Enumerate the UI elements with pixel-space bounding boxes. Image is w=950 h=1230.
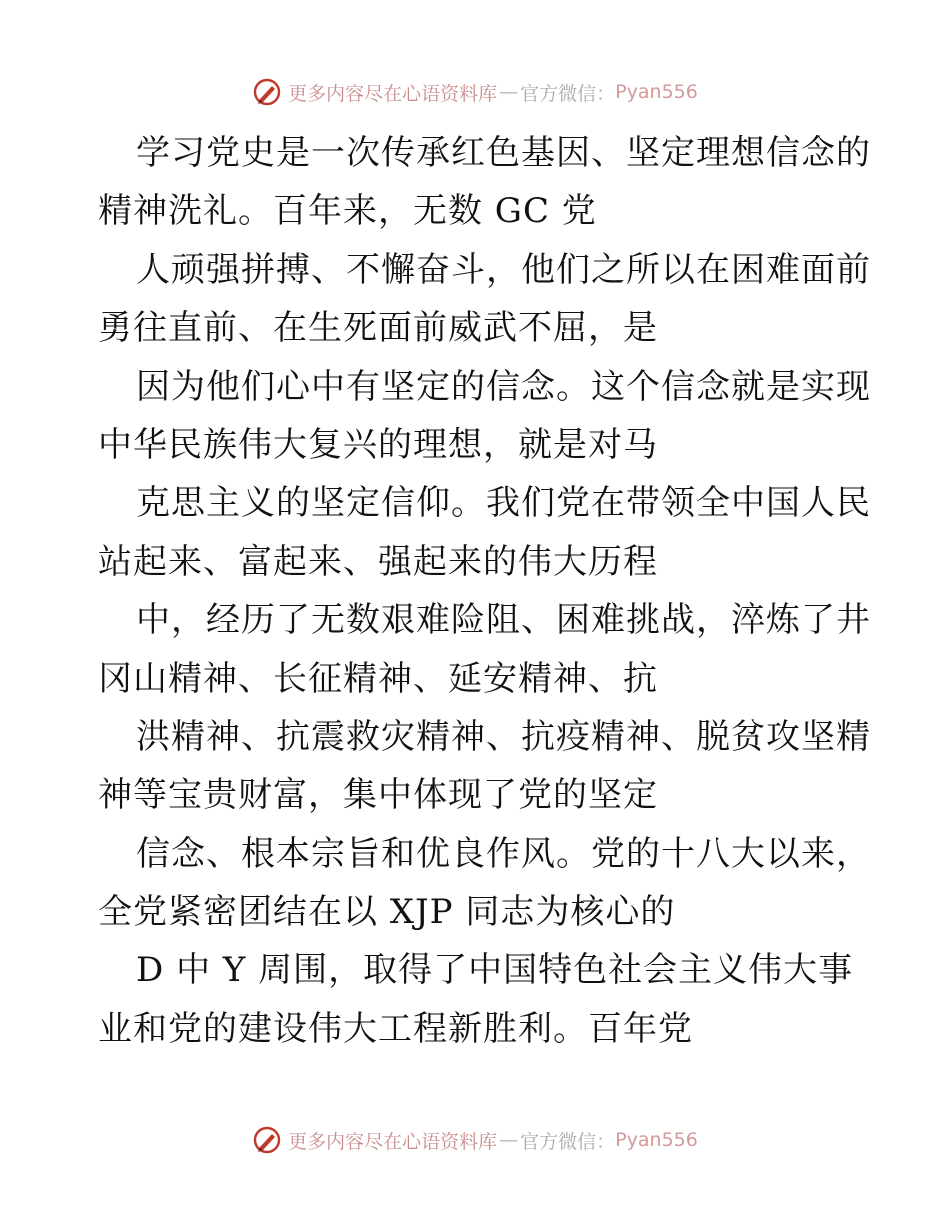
watermark-brand: Pyan556 <box>615 1129 698 1151</box>
text-line: 神等宝贵财富，集中体现了党的坚定 <box>98 775 658 816</box>
text-line: 因为他们心中有坚定的信念。这个信念就是实现 <box>136 366 871 407</box>
text-line: 信念、根本宗旨和优良作风。党的十八大以来， <box>136 833 871 874</box>
watermark-text: 更多内容尽在心语资料库 <box>288 1130 498 1153</box>
text-line: 精神洗礼。百年来，无数 GC 党 <box>98 191 597 232</box>
pen-nib-logo-icon <box>252 1125 282 1155</box>
text-line: 洪精神、抗震救灾精神、抗疫精神、脱贫攻坚精 <box>136 716 871 757</box>
pen-nib-logo-icon <box>252 77 282 107</box>
watermark-label: 官方微信： <box>520 82 616 105</box>
text-line: 中华民族伟大复兴的理想，就是对马 <box>98 424 658 465</box>
document-body <box>98 124 871 1058</box>
text-line: 业和党的建设伟大工程新胜利。百年党 <box>98 1008 693 1049</box>
text-line: D 中 Y 周围，取得了中国特色社会主义伟大事 <box>136 950 854 991</box>
text-line: 学习党史是一次传承红色基因、坚定理想信念的 <box>136 133 871 173</box>
text-line: 站起来、富起来、强起来的伟大历程 <box>98 541 658 582</box>
text-line: 人顽强拼搏、不懈奋斗，他们之所以在困难面前 <box>136 249 871 290</box>
header-watermark <box>0 72 950 112</box>
watermark-separator: — <box>499 81 519 103</box>
footer-watermark <box>0 1120 950 1160</box>
watermark-brand: Pyan556 <box>615 81 698 103</box>
watermark-separator: — <box>499 1129 519 1151</box>
watermark-text: 更多内容尽在心语资料库 <box>288 82 498 105</box>
text-line: 中，经历了无数艰难险阻、困难挑战，淬炼了井 <box>136 600 871 641</box>
watermark-label: 官方微信： <box>520 1130 616 1153</box>
text-line: 克思主义的坚定信仰。我们党在带领全中国人民 <box>136 483 871 524</box>
text-line: 勇往直前、在生死面前威武不屈，是 <box>98 308 658 349</box>
text-line: 全党紧密团结在以 XJP 同志为核心的 <box>98 892 676 933</box>
text-line: 冈山精神、长征精神、延安精神、抗 <box>98 658 658 699</box>
